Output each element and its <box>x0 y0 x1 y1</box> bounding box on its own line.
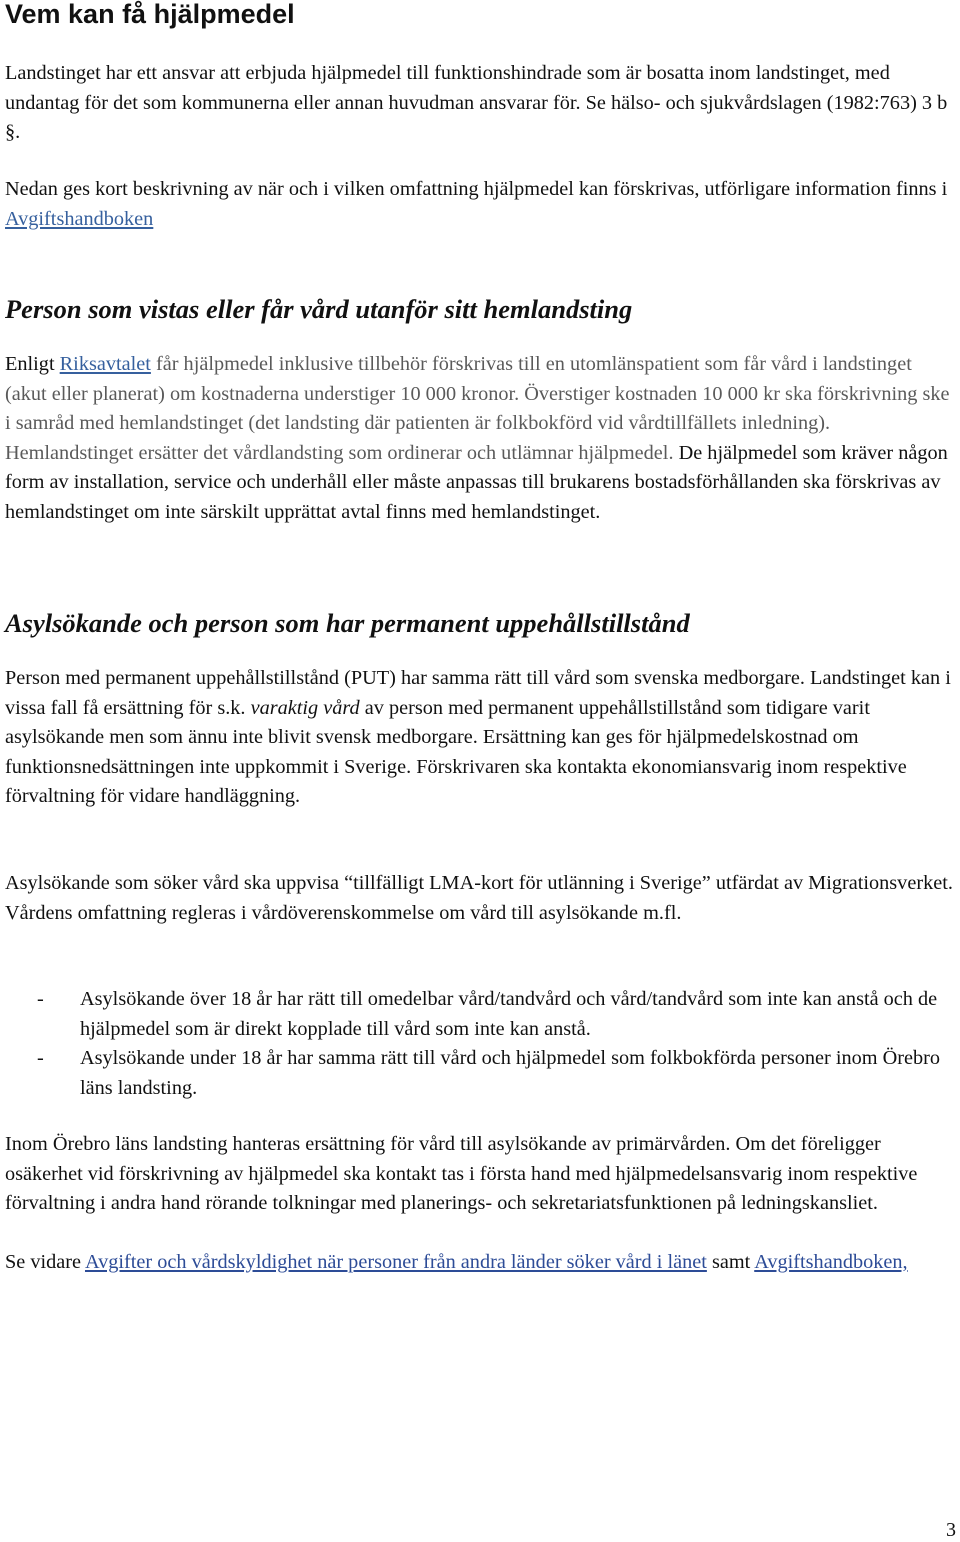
section-heading-asyl: Asylsökande och person som har permanent uppehållstillstånd <box>5 608 690 638</box>
asyl-list <box>5 985 957 1103</box>
se-vidare-lead: Se vidare <box>5 1251 85 1273</box>
riksavtal-paragraph <box>5 350 957 527</box>
list-item <box>5 1044 957 1103</box>
put-paragraph <box>5 664 957 812</box>
list-dash: - <box>37 988 44 1010</box>
put-text-a: Person med permanent uppehållstillstånd (PUT) har samma rätt till vård som svenska medborgare. Landstinget kan i vissa fall få ersättning för s.k. <box>5 667 951 719</box>
riksavtalet-link[interactable]: Riksavtalet <box>59 353 151 375</box>
intro-paragraph-2-text: Nedan ges kort beskrivning av när och i vilken omfattning hjälpmedel kan förskrivas, utförligare information finns i <box>5 178 948 200</box>
intro-paragraph-2 <box>5 175 957 234</box>
page-number: 3 <box>946 1519 956 1541</box>
intro-paragraph-1: Landstinget har ett ansvar att erbjuda hjälpmedel till funktionshindrade som är bosatta inom landstinget, med undantag för det som kommunerna eller annan huvudman ansvarar för. Se hälso- och sjukvårdslagen (1982:763) 3 b §. <box>5 62 948 143</box>
se-vidare-paragraph <box>5 1248 957 1278</box>
avgiftshandboken-link[interactable]: Avgiftshandboken <box>5 207 154 230</box>
lma-paragraph: Asylsökande som söker vård ska uppvisa “tillfälligt LMA-kort för utlänning i Sverige” utfärdat av Migrationsverket. Vårdens omfattning regleras i vårdöverenskommelse om vård till asylsökande m.fl. <box>5 872 953 924</box>
list-dash: - <box>37 1047 44 1069</box>
page-title: Vem kan få hjälpmedel <box>5 0 295 29</box>
riksavtal-lead: Enligt <box>5 353 60 375</box>
list-item-text: Asylsökande över 18 år har rätt till omedelbar vård/tandvård och vård/tandvård som inte kan anstå och de hjälpmedel som är direkt kopplade till vård som inte kan anstå. <box>80 988 938 1040</box>
avgiftshandboken-link-2[interactable]: Avgiftshandboken, <box>754 1251 908 1273</box>
list-item-text: Asylsökande under 18 år har samma rätt till vård och hjälpmedel som folkbokförda personer inom Örebro läns landsting. <box>80 1047 941 1099</box>
section-heading-hemlandsting: Person som vistas eller får vård utanför sitt hemlandsting <box>5 294 633 324</box>
put-text-b: av person med permanent uppehållstillstånd som tidigare varit asylsökande men som ännu inte blivit svensk medborgare. Ersättning kan ges för hjälpmedelskostnad om funktionsnedsättningen inte uppkommit i Sverige. Förskrivaren ska kontakta ekonomiansvarig inom respektive förvaltning för vidare handläggning. <box>5 696 907 807</box>
varaktig-vard-emphasis: varaktig vård <box>250 696 360 719</box>
se-vidare-mid: samt <box>706 1251 755 1273</box>
list-item <box>5 985 957 1044</box>
primarvard-paragraph: Inom Örebro läns landsting hanteras ersättning för vård till asylsökande av primärvården. Om det föreligger osäkerhet vid förskrivning av hjälpmedel ska kontakt tas i första hand med hjälpmedelsansvarig inom respektive förvaltning i andra hand rörande tolkningar med planerings- och sekretariatsfunktionen på ledningskansliet. <box>5 1133 918 1214</box>
riksavtal-text-2: De hjälpmedel som kräver någon form av installation, service och underhåll eller måste anpassas till brukarens bostadsförhållanden ska förskrivas av hemlandstinget om inte särskilt upprättat avtal finns med hemlandstinget. <box>5 441 948 523</box>
avgifter-vardskyldighet-link[interactable]: Avgifter och vårdskyldighet när personer från andra länder söker vård i länet <box>84 1251 707 1273</box>
riksavtal-text: får hjälpmedel inklusive tillbehör förskrivas till en utomlänspatient som får vård i landstinget (akut eller planerat) om kostnaderna understiger 10 000 kronor. Överstiger kostnaden 10 000 kr ska förskrivning ske i samråd med hemlandstinget (det landsting där patienten är folkbokförd vid vårdtillfällets inledning). Hemlandstinget ersätter det vårdlandsting som ordinerar och utlämnar hjälpmedel. <box>5 353 950 464</box>
